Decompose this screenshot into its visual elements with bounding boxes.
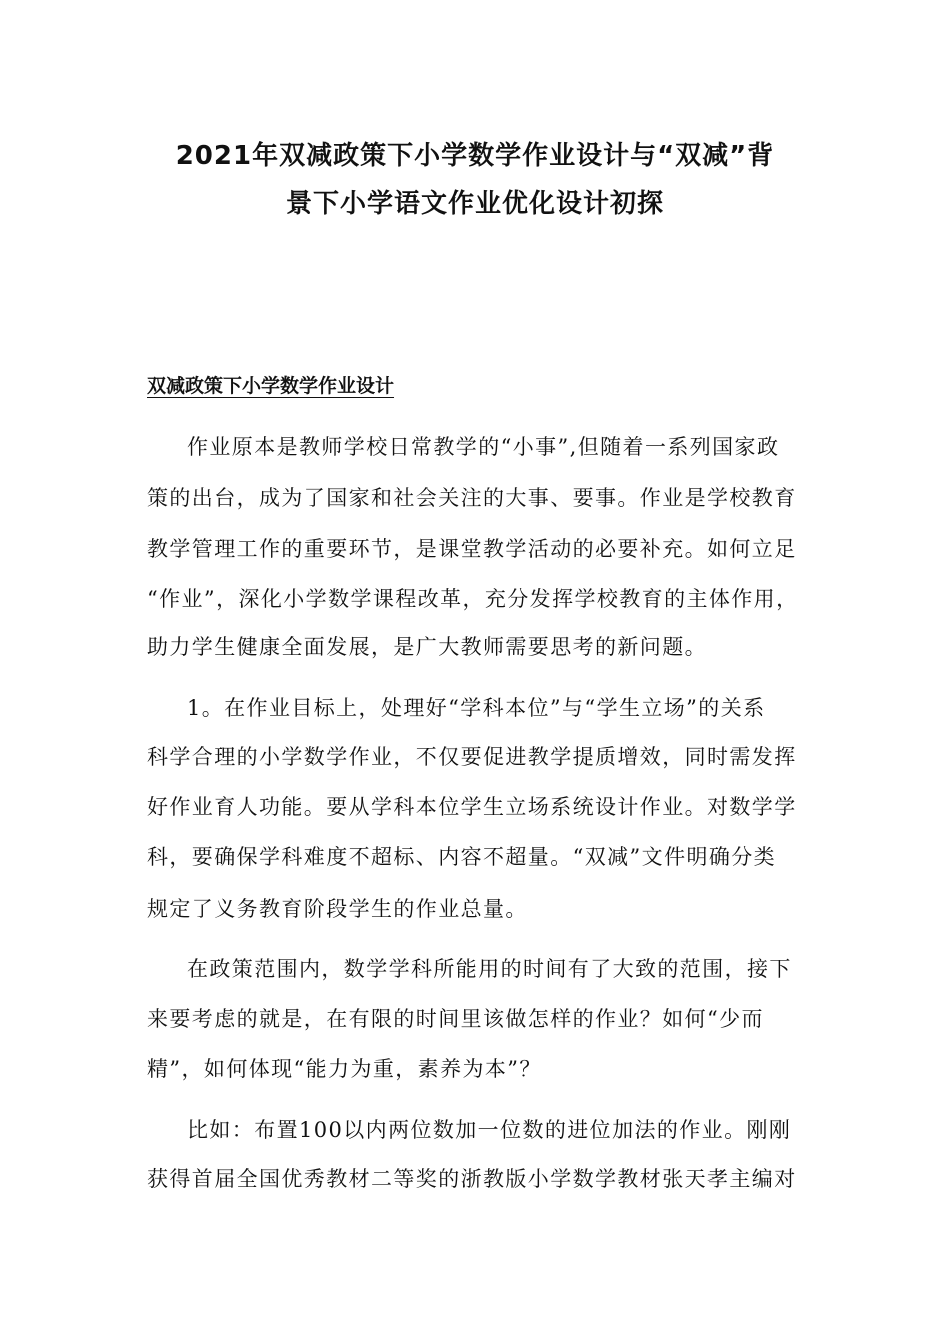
document-title-line-2: 景下小学语文作业优化设计初探 — [285, 189, 664, 219]
paragraph-2-line-2: 科学合理的小学数学作业，不仅要促进教学提质增效，同时需发挥 — [147, 745, 797, 769]
paragraph-3-line-2: 来要考虑的就是，在有限的时间里该做怎样的作业？如何“少而 — [147, 1007, 764, 1031]
paragraph-1-line-4: “作业”，深化小学数学课程改革，充分发挥学校教育的主体作用， — [147, 587, 799, 611]
paragraph-4-line-2: 获得首届全国优秀教材二等奖的浙教版小学数学教材张天孝主编对 — [147, 1167, 797, 1191]
paragraph-1-line-2: 策的出台，成为了国家和社会关注的大事、要事。作业是学校教育 — [147, 486, 797, 510]
paragraph-1-line-5: 助力学生健康全面发展，是广大教师需要思考的新问题。 — [147, 635, 707, 659]
paragraph-2-line-3: 好作业育人功能。要从学科本位学生立场系统设计作业。对数学学 — [147, 795, 797, 819]
paragraph-3-line-1: 在政策范围内，数学学科所能用的时间有了大致的范围，接下 — [187, 957, 792, 981]
paragraph-1-line-3: 教学管理工作的重要环节，是课堂教学活动的必要补充。如何立足 — [147, 537, 797, 561]
paragraph-4-line-1: 比如：布置100以内两位数加一位数的进位加法的作业。刚刚 — [187, 1118, 792, 1142]
paragraph-2-line-1: 1。在作业目标上，处理好“学科本位”与“学生立场”的关系 — [187, 696, 766, 720]
paragraph-2-line-4: 科，要确保学科难度不超标、内容不超量。“双减”文件明确分类 — [147, 845, 777, 869]
paragraph-2-line-5: 规定了义务教育阶段学生的作业总量。 — [147, 897, 528, 921]
section-heading: 双减政策下小学数学作业设计 — [147, 375, 395, 397]
paragraph-1-line-1: 作业原本是教师学校日常教学的“小事”,但随着一系列国家政 — [187, 435, 780, 459]
paragraph-3-line-3: 精”，如何体现“能力为重，素养为本”？ — [147, 1057, 542, 1081]
document-title-line-1: 2021年双减政策下小学数学作业设计与“双减”背 — [175, 141, 775, 171]
